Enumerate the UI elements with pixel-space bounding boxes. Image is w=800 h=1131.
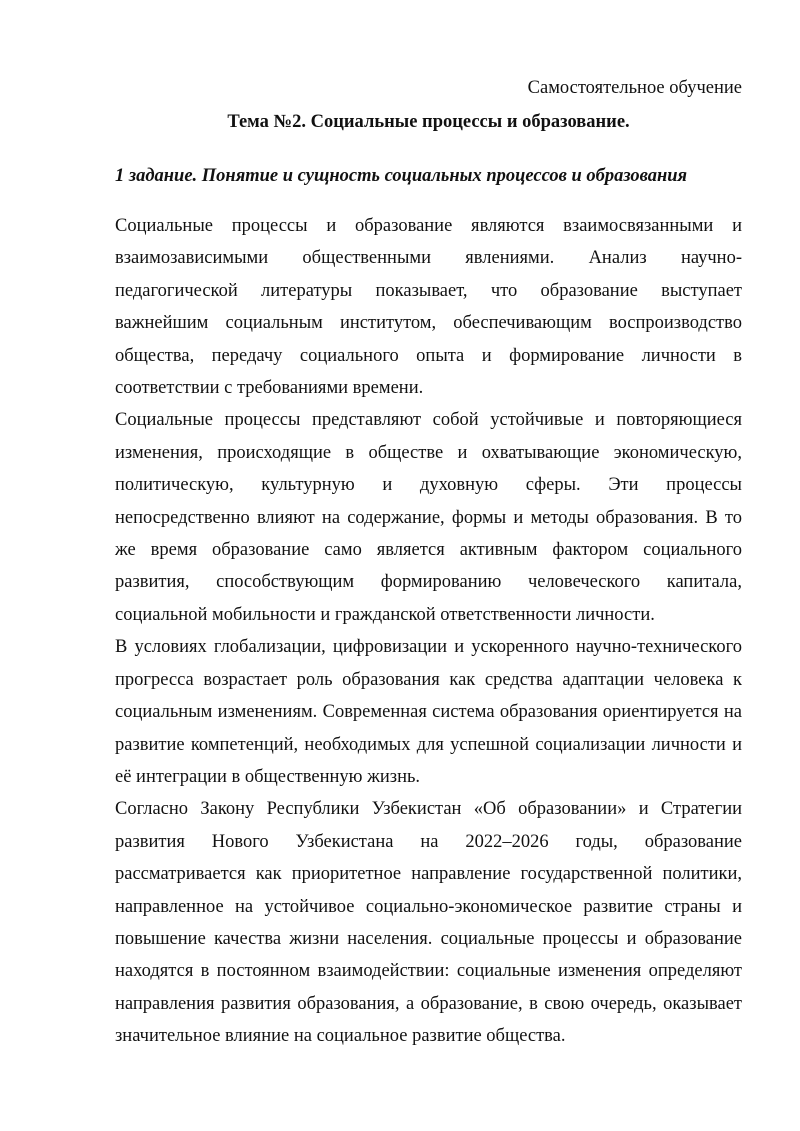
paragraph-2: Социальные процессы представляют собой устойчивые и повторяющиеся изменения, происходящие в обществе и охватывающие экономическую, политическую, культурную и духовную сферы. Эти процессы непосредственно влияют на содержание, формы и методы образования. В то же время образование само является активным фактором социального развития, способствующим формированию человеческого капитала, социальной мобильности и гражданской ответственности личности. [115, 410, 742, 625]
topic-title: Тема №2. Социальные процессы и образование. [227, 112, 630, 132]
document-page [115, 70, 742, 1053]
header-label: Самостоятельное обучение [527, 78, 742, 98]
paragraph-1: Социальные процессы и образование являются взаимосвязанными и взаимозависимыми общественными явлениями. Анализ научно-педагогической литературы показывает, что образование выступает важнейшим социальным институтом, обеспечивающим воспроизводство общества, передачу социального опыта и формирование личности в соответствии с требованиями времени. [115, 216, 742, 399]
paragraph-3: В условиях глобализации, цифровизации и ускоренного научно-технического прогресса возрастает роль образования как средства адаптации человека к социальным изменениям. Современная система образования ориентируется на развитие компетенций, необходимых для успешной социализации личности и её интеграции в общественную жизнь. [115, 637, 742, 787]
task-title: 1 задание. Понятие и сущность социальных процессов и образования [115, 166, 688, 186]
paragraph-4: Согласно Закону Республики Узбекистан «Об образовании» и Стратегии развития Нового Узбекистана на 2022–2026 годы, образование рассматривается как приоритетное направление государственной политики, направленное на устойчивое социально-экономическое развитие страны и повышение качества жизни населения. социальные процессы и образование находятся в постоянном взаимодействии: социальные изменения определяют направления развития образования, а образование, в свою очередь, оказывает значительное влияние на социальное развитие общества. [115, 799, 742, 1047]
